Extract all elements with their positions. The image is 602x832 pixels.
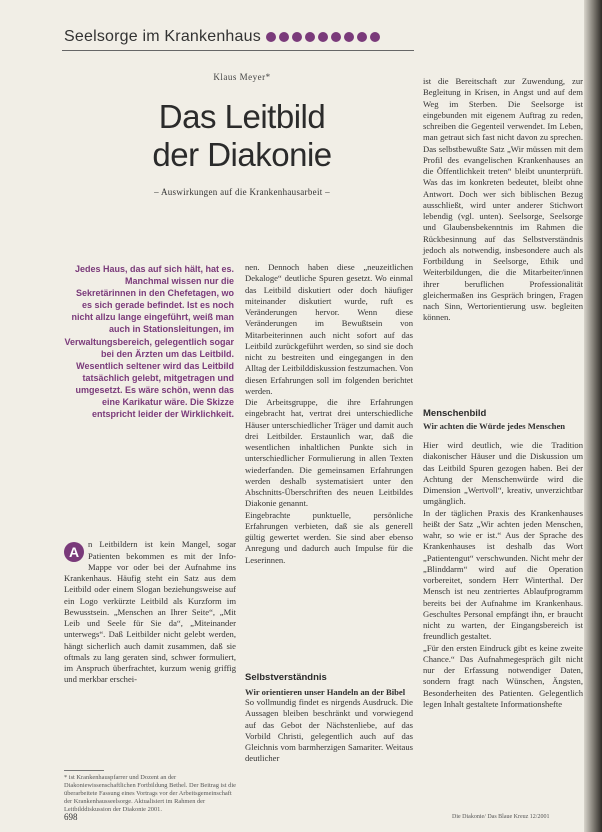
- body-column-right: ist die Bereitschaft zur Zuwendung, zur Begleitung in Krisen, in Angst und auf dem Weg im Sterben. Die Seelsorge ist eingebunden mit eigenem Auftrag zu reden, schreiben die Gegenteil verwendet. Im Leben, man getraut sich fast nicht davon zu sprechen. Das selbstbewußte Satz „Wir müssen mit dem Profil des evangelischen Krankenhauses an die Öffentlichkeit treten“ bleibt ununterprüft. Was das im konkreten bedeutet, bleibt ohne Antwort. Doch wer sich biblischen Bezug ausschließt, wird unter anderer Stichwort lebendig (vgl. unten). Seelsorge, Seelsorge und Glaubensbekenntnis im Rahmen die Rückbesinnung auf das Selbstverständnis jedoch als notwendig, insbesondere auch als Fortbildung in Seelsorge, Ethik und Weiterbildungen, die die Mitarbeiter/innen ihrer beruflichen Professionalität gleichermaßen ins Gespräch bringen, Fragen nach Sinn, Wertorientierung usw. begleiten können.: [423, 76, 583, 323]
- footnote-rule: [64, 770, 104, 771]
- body-text-left: n Leitbildern ist kein Mangel, sogar Patienten bekommen es mit der Info-Mappe vor oder bei der Aufnahme ins Krankenhaus. Häufig steht ein Satz aus dem Leitbild oder einem Slogan beziehungsweise auf ein Logo verkürzte Leitbild als Kurzform im Bewusstsein. „Menschen an Ihrer Seite“, „Mit Leib und Seele für Sie da“, „Miteinander unterwegs“. Daß Leitbilder nicht gelebt werden, hängt sicherlich auch damit zusammen, daß sie oftmals zu lang geraten sind, schwer formuliert, im Anspruch überfrachtet, kurzum wenig griffig und merkbar erschei-: [64, 539, 236, 685]
- footer-publication: Die Diakonie/ Das Blaue Kreuz 12/2001: [452, 814, 550, 820]
- binding-shadow: [584, 0, 602, 832]
- body-column-middle: nen. Dennoch haben diese „neuzeitlichen Dekaloge“ deutliche Spuren gesetzt. Wo einmal das Leitbild diskutiert oder doch häufiger miteinander diskutiert wurde, ruft es Veränderungen hervor. Wenn diese Veränderungen im Bewußtsein von Mitarbeiterinnen auch nicht sofort auf das Leitbild zurückgeführt werden, so sind sie doch nicht zu bestreiten und eingegangen in den Alltag der Leitbilddiskussion festzumachen. Von diesen Erfahrungen soll im folgenden berichtet werden. Die Arbeitsgruppe, die ihre Erfahrungen eingebracht hat, vertrat drei unterschiedliche Häuser unterschiedlicher Träger und damit auch drei Leitbilder. Erstaunlich war, daß die wesentlichen inhaltlichen Punkte sich in unterschiedlicher Formulierung in allen Texten wiederfanden. Die gemeinsamen Erfahrungen werden deshalb systematisiert unter den Abschnitts-Überschriften des neuen Leitbildes Diakonie genannt. Eingebrachte punktuelle, persönliche Erfahrungen verbieten, daß sie als generell gültig gewertet werden. Sie sind aber ebenso Anregung und dadurch auch Impulse für die Leserinnen.: [245, 262, 413, 565]
- decorative-dot: [357, 32, 367, 42]
- author-name: Klaus Meyer*: [213, 72, 271, 82]
- section-title: Seelsorge im Krankenhaus: [64, 28, 261, 45]
- decorative-dot: [279, 32, 289, 42]
- header-rule: [62, 50, 414, 51]
- subheading-line-bible: Wir orientieren unser Handeln an der Bibel: [245, 687, 406, 697]
- subheading-line-dignity: Wir achten die Würde jedes Menschen: [423, 421, 566, 431]
- decorative-dot: [318, 32, 328, 42]
- subheading-selbstverstaendnis: Selbstverständnis: [245, 672, 327, 683]
- body-column-right-2: Hier wird deutlich, wie die Tradition diakonischer Häuser und die Diskussion um das Leitbild Spuren gezogen haben. Bei der Achtung der Menschenwürde wird die Dimension „Wertvoll“, kreativ, unverzichtbar umgänglich. In der täglichen Praxis des Krankenhauses heißt der Satz „Wir achten jeden Menschen, wahr, so wie er ist.“ Aus der Sprache des Krankenhauses ist deshalb das Wort „Patientengut“ verschwunden. Nicht mehr der „Blinddarm“ wird auf die Operation vorbereitet, sondern Herr Winterthal. Der Mensch ist neu zentriertes Ablaufprogramm bereits bei der Aufnahme im Krankenhaus. Geschultes Personal empfängt ihn, er braucht nicht zu warten, der Eingangsbereich ist freundlich gestaltet. „Für den ersten Eindruck gibt es keine zweite Chance.“ Das Aufnahmegespräch gilt nicht nur der Erfassung notwendiger Daten, sondern fragt nach Wünschen, Ängsten, Besonderheiten des Patienten. Gelegentlich legen Inhalt gestaltete Informationshefte: [423, 440, 583, 709]
- decorative-dot: [305, 32, 315, 42]
- lead-paragraph: Jedes Haus, das auf sich hält, hat es. Manchmal wissen nur die Sekretärinnen in den Chefetagen, wo es sich gerade befindet. Ist es noch nicht allzu lange eingeführt, weiß man auch in Stationsleitungen, im Verwaltungsbereich, gelegentlich sogar bei den Ärzten um das Leitbild. Wesentlich seltener wird das Leitbild tatsächlich gelebt, mitgetragen und umgesetzt. Es wäre schön, wenn das eine Karikatur wäre. Die Skizze entspricht leider der Wirklichkeit.: [64, 264, 234, 420]
- subheading-menschenbild: Menschenbild: [423, 408, 487, 419]
- decorative-dot: [370, 32, 380, 42]
- article-title: [0, 98, 484, 174]
- body-column-middle-2: So vollmundig findet es nirgends Ausdruck. Die Aussagen bleiben beschränkt und vorwiegend auf das Gebot der Nächstenliebe, auf das Vorbild Christi, gelegentlich auch auf das Gleichnis vom barmherzigen Samariter. Weitaus deutlicher: [245, 697, 413, 764]
- article-subtitle: – Auswirkungen auf die Krankenhausarbeit –: [154, 187, 330, 197]
- section-header: [64, 28, 383, 46]
- title-line-2: der Diakonie: [152, 136, 332, 173]
- decorative-dot: [292, 32, 302, 42]
- footnote: * ist Krankenhauspfarrer und Dozent an der Diakoniewissenschaftlichen Fortbildung Bethel. Der Beitrag ist die überarbeitete Fassung eines Vortrags vor der Arbeitsgemeinschaft der Krankenhausseelsorge. Aktualisiert im Rahmen der Leitbilddiskussion der Diakonie 2001.: [64, 774, 236, 813]
- decorative-dot: [344, 32, 354, 42]
- page-number: 698: [64, 812, 78, 822]
- decorative-dot: [331, 32, 341, 42]
- body-column-left: [64, 528, 236, 686]
- decorative-dot: [266, 32, 276, 42]
- title-line-1: Das Leitbild: [158, 98, 326, 135]
- drop-cap: A: [64, 542, 84, 562]
- decorative-dots: [266, 32, 383, 42]
